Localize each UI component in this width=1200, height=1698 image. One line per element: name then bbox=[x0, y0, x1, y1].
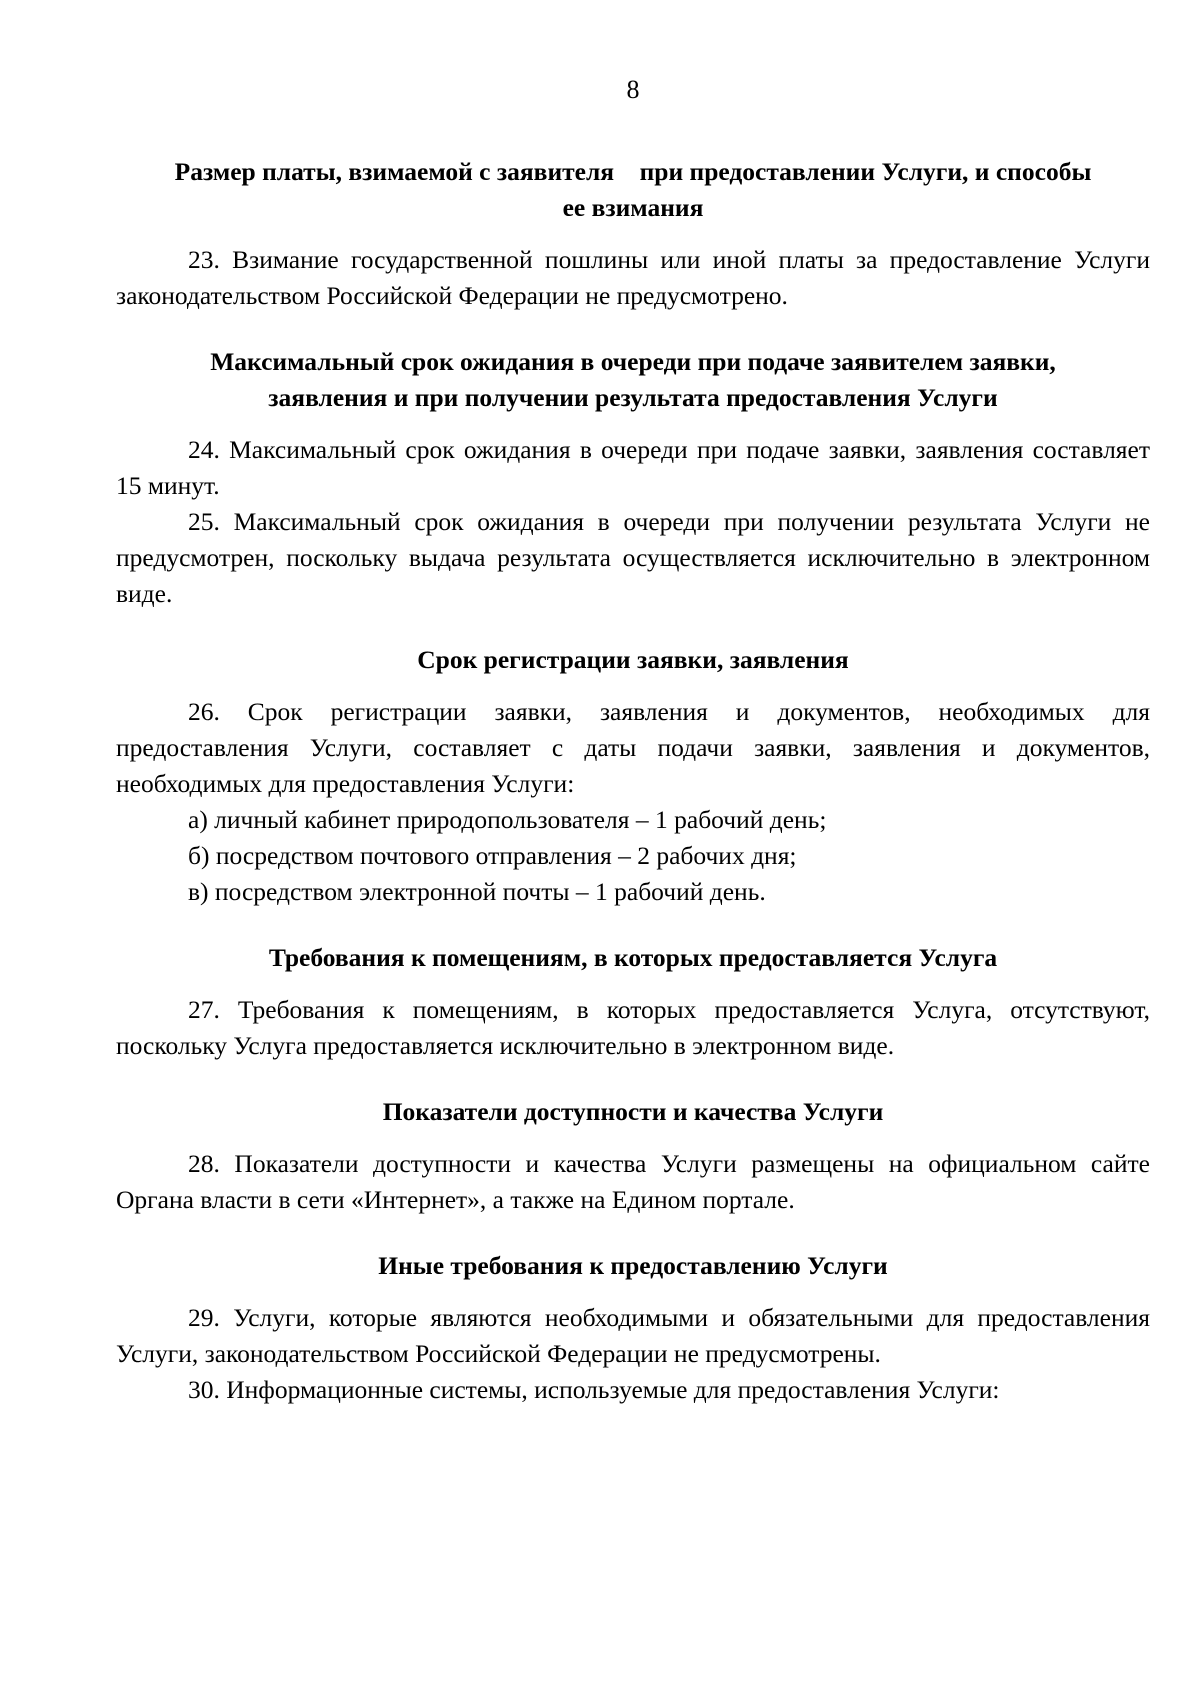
section-heading bbox=[116, 642, 1150, 678]
heading-line: Размер платы, взимаемой с заявителя при предоставлении Услуги, и способы bbox=[174, 157, 1092, 186]
heading-line: Максимальный срок ожидания в очереди при подаче заявителем заявки, bbox=[210, 347, 1056, 376]
section-queue-time bbox=[116, 344, 1150, 612]
list-item: в) посредством электронной почты – 1 рабочий день. bbox=[188, 877, 766, 906]
section-heading bbox=[116, 1248, 1150, 1284]
heading-line: Показатели доступности и качества Услуги bbox=[382, 1097, 884, 1126]
paragraph-23: 23. Взимание государственной пошлины или иной платы за предоставление Услуги законодательством Российской Федерации не предусмотрено. bbox=[116, 245, 1150, 310]
section-quality-indicators bbox=[116, 1094, 1150, 1218]
section-heading bbox=[116, 1094, 1150, 1130]
paragraph-28: 28. Показатели доступности и качества Услуги размещены на официальном сайте Органа власти в сети «Интернет», а также на Едином портале. bbox=[116, 1149, 1150, 1214]
section-heading bbox=[116, 154, 1150, 226]
section-other-requirements bbox=[116, 1248, 1150, 1408]
paragraph-30: 30. Информационные системы, используемые для предоставления Услуги: bbox=[188, 1375, 1000, 1404]
section-registration-term bbox=[116, 642, 1150, 910]
heading-line: заявления и при получении результата предоставления Услуги bbox=[268, 383, 998, 412]
paragraph-27: 27. Требования к помещениям, в которых предоставляется Услуга, отсутствуют, поскольку Услуга предоставляется исключительно в электронном виде. bbox=[116, 995, 1150, 1060]
heading-line: Срок регистрации заявки, заявления bbox=[417, 645, 849, 674]
list-item: б) посредством почтового отправления – 2 рабочих дня; bbox=[188, 841, 797, 870]
heading-line: Требования к помещениям, в которых предоставляется Услуга bbox=[268, 943, 998, 972]
heading-line: Иные требования к предоставлению Услуги bbox=[378, 1251, 888, 1280]
section-premises-requirements bbox=[116, 940, 1150, 1064]
paragraph-24: 24. Максимальный срок ожидания в очереди при подаче заявки, заявления составляет 15 минут. bbox=[116, 435, 1150, 500]
document-body bbox=[116, 154, 1150, 1408]
section-heading bbox=[116, 344, 1150, 416]
paragraph-26: 26. Срок регистрации заявки, заявления и документов, необходимых для предоставления Услуги, составляет с даты подачи заявки, заявления и документов, необходимых для предоставления Услуги: bbox=[116, 697, 1150, 798]
page-number: 8 bbox=[626, 75, 640, 104]
list-item: а) личный кабинет природопользователя – 1 рабочий день; bbox=[188, 805, 827, 834]
heading-line: ее взимания bbox=[562, 193, 704, 222]
section-fee bbox=[116, 154, 1150, 314]
paragraph-29: 29. Услуги, которые являются необходимыми и обязательными для предоставления Услуги, законодательством Российской Федерации не предусмотрены. bbox=[116, 1303, 1150, 1368]
section-heading bbox=[116, 940, 1150, 976]
paragraph-25: 25. Максимальный срок ожидания в очереди при получении результата Услуги не предусмотрен, поскольку выдача результата осуществляется исключительно в электронном виде. bbox=[116, 507, 1150, 608]
